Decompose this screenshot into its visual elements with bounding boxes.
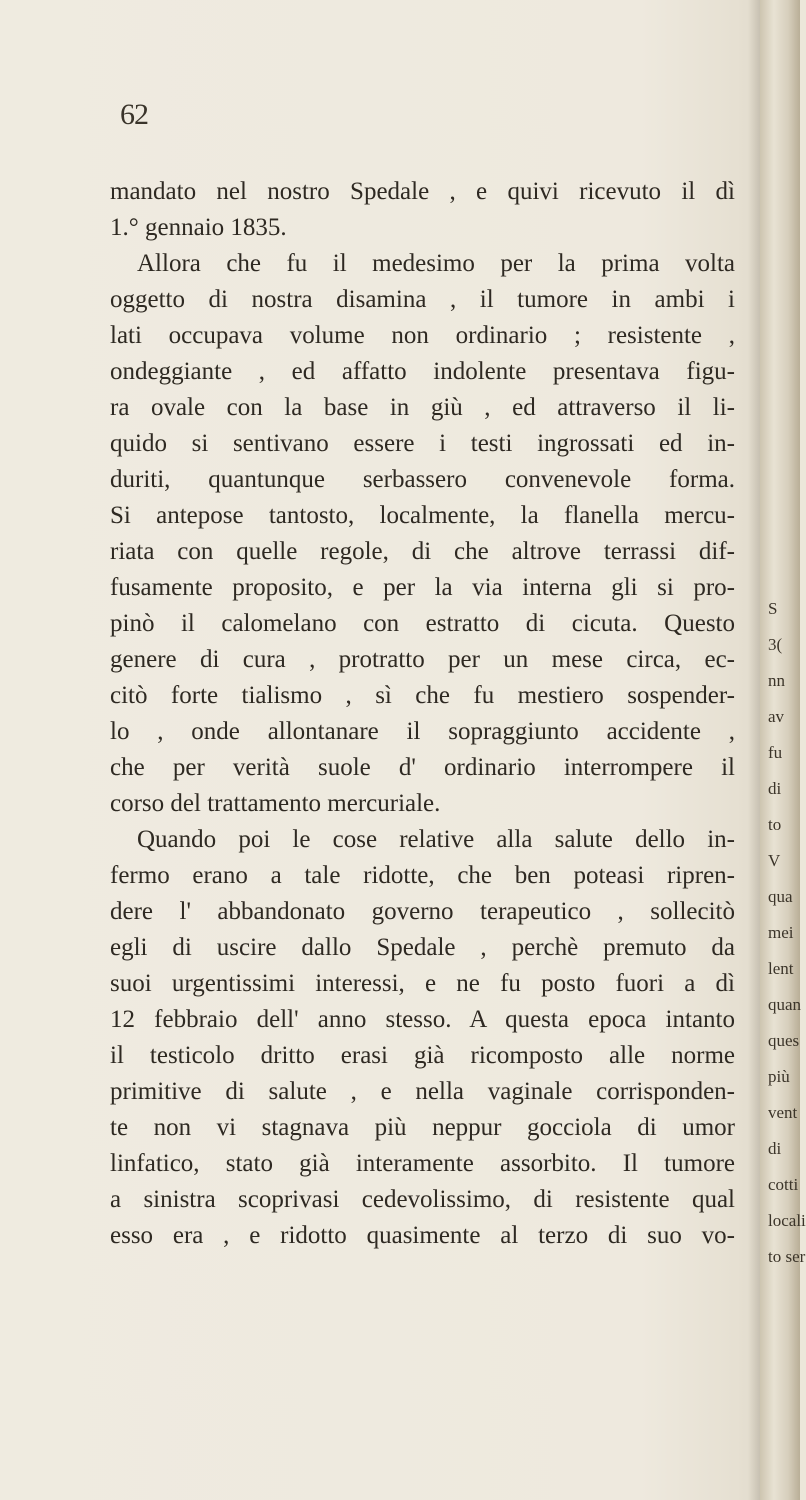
text-line: a sinistra scoprivasi cedevolissimo, di resistente qual: [110, 1186, 735, 1213]
text-line: pinò il calomelano con estratto di cicuta. Questo: [110, 610, 735, 637]
margin-fragment: V: [768, 851, 781, 870]
margin-fragment: mei: [768, 923, 794, 942]
text-line: lo , onde allontanare il sopraggiunto accidente ,: [110, 718, 735, 745]
margin-fragment: 3(: [768, 635, 783, 654]
text-line: citò forte tialismo , sì che fu mestiero sospender-: [110, 682, 735, 709]
text-line: Si antepose tantosto, localmente, la flanella mercu-: [110, 502, 735, 529]
margin-fragment: vent: [768, 1103, 798, 1122]
text-line: 12 febbraio dell' anno stesso. A questa epoca intanto: [110, 1006, 735, 1033]
text-line: fusamente proposito, e per la via interna gli si pro-: [110, 574, 735, 601]
text-line: il testicolo dritto erasi già ricomposto alle norme: [110, 1042, 735, 1069]
margin-fragment: quan: [768, 995, 802, 1014]
text-line: fermo erano a tale ridotte, che ben poteasi ripren-: [110, 862, 735, 889]
text-line: suoi urgentissimi interessi, e ne fu posto fuori a dì: [110, 970, 735, 997]
text-line: ondeggiante , ed affatto indolente presentava figu-: [110, 358, 735, 385]
text-line: che per verità suole d' ordinario interrompere il: [110, 754, 735, 781]
text-line: oggetto di nostra disamina , il tumore in ambi i: [110, 286, 735, 313]
margin-fragment: più: [768, 1067, 790, 1086]
margin-fragment: fu: [768, 743, 783, 762]
text-line: corso del trattamento mercuriale.: [110, 790, 441, 817]
text-line: esso era , e ridotto quasimente al terzo di suo vo-: [110, 1222, 735, 1249]
text-line: Quando poi le cose relative alla salute dello in-: [137, 826, 735, 853]
text-line: egli di uscire dallo Spedale , perchè premuto da: [110, 934, 735, 961]
text-line: Allora che fu il medesimo per la prima volta: [137, 250, 735, 277]
text-line: dere l' abbandonato governo terapeutico , sollecitò: [110, 898, 735, 925]
margin-fragment: av: [768, 707, 785, 726]
text-line: 1.° gennaio 1835.: [110, 214, 287, 241]
margin-fragment: cotti: [768, 1175, 799, 1194]
page-number: 62: [120, 98, 148, 131]
margin-fragment: ques: [768, 1031, 800, 1050]
text-line: ra ovale con la base in giù , ed attraverso il li-: [110, 394, 735, 421]
margin-fragment: S: [768, 599, 778, 618]
facing-page-fragments: [768, 0, 806, 1500]
margin-fragment: qua: [768, 887, 793, 906]
text-line: primitive di salute , e nella vaginale corrisponden-: [110, 1078, 735, 1105]
text-line: riata con quelle regole, di che altrove terrassi dif-: [110, 538, 735, 565]
text-line: duriti, quantunque serbassero convenevole forma.: [110, 466, 735, 493]
text-line: lati occupava volume non ordinario ; resistente ,: [110, 322, 735, 349]
text-line: mandato nel nostro Spedale , e quivi ricevuto il dì: [110, 178, 735, 205]
margin-fragment: locali: [768, 1211, 806, 1230]
text-line: quido si sentivano essere i testi ingrossati ed in-: [110, 430, 735, 457]
margin-fragment: to ser: [768, 1247, 806, 1266]
margin-fragment: lent: [768, 959, 794, 978]
margin-fragment: nn: [768, 671, 785, 690]
margin-fragment: di: [768, 1139, 782, 1158]
text-line: te non vi stagnava più neppur gocciola di umor: [110, 1114, 735, 1141]
margin-fragment: di: [768, 779, 782, 798]
margin-fragment: to: [768, 815, 782, 834]
text-line: genere di cura , protratto per un mese circa, ec-: [110, 646, 735, 673]
text-line: linfatico, stato già interamente assorbito. Il tumore: [110, 1150, 735, 1177]
